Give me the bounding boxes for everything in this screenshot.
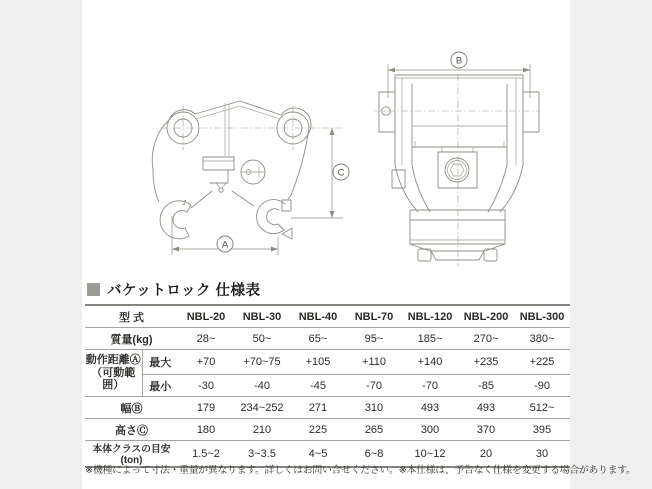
value-cell: +70 — [178, 350, 234, 375]
value-cell: 180 — [178, 419, 234, 441]
value-cell: 6~8 — [346, 441, 402, 468]
stroke-min-row — [85, 375, 570, 397]
catalog-page — [82, 0, 636, 489]
width-row — [85, 397, 570, 419]
value-cell: 3~3.5 — [234, 441, 290, 468]
sub-label-cell: 最小 — [142, 375, 178, 397]
model-name-cell: NBL-200 — [463, 310, 509, 323]
model-name-cell: NBL-120 — [407, 310, 453, 323]
value-cell: 265 — [346, 419, 402, 441]
title-bullet-square — [87, 283, 100, 296]
value-cell: +225 — [514, 350, 570, 375]
value-cell: 234~252 — [234, 397, 290, 419]
spec-table — [85, 304, 570, 468]
dim-label-a: A — [221, 239, 229, 251]
row-label-cell: 質量(kg) — [85, 328, 178, 350]
value-cell: 512~ — [514, 397, 570, 419]
model-name-cell: NBL-20 — [186, 310, 226, 323]
value-cell: +235 — [458, 350, 514, 375]
value-cell: -40 — [234, 375, 290, 397]
height-row — [85, 419, 570, 441]
value-cell: -70 — [346, 375, 402, 397]
dim-label-b: B — [455, 55, 463, 67]
value-cell: 370 — [458, 419, 514, 441]
value-cell: +140 — [402, 350, 458, 375]
model-header-row — [85, 305, 570, 328]
technical-drawings — [82, 0, 570, 278]
value-cell: 65~ — [290, 328, 346, 350]
value-cell: 493 — [458, 397, 514, 419]
stroke-max-row — [85, 350, 570, 375]
section-title — [87, 280, 261, 298]
row-label-cell: 幅Ⓑ — [85, 397, 178, 419]
value-cell: 1.5~2 — [178, 441, 234, 468]
value-cell: 225 — [290, 419, 346, 441]
value-cell: 10~12 — [402, 441, 458, 468]
page-title: バケットロック 仕様表 — [107, 282, 261, 299]
value-cell: 28~ — [178, 328, 234, 350]
row-label-cell — [85, 350, 142, 397]
value-cell: -85 — [458, 375, 514, 397]
side-view-drawing — [152, 101, 349, 255]
value-cell: 20 — [458, 441, 514, 468]
mass-row — [85, 328, 570, 350]
row-label-cell: 高さⒸ — [85, 419, 178, 441]
value-cell: 300 — [402, 419, 458, 441]
value-cell: 310 — [346, 397, 402, 419]
value-cell: +110 — [346, 350, 402, 375]
value-cell: +105 — [290, 350, 346, 375]
model-header-cell: 型 式 — [118, 311, 145, 324]
value-cell: 395 — [514, 419, 570, 441]
value-cell: -90 — [514, 375, 570, 397]
value-cell: 185~ — [402, 328, 458, 350]
stroke-label-line2: （可動範囲） — [91, 366, 136, 392]
model-name-cell: NBL-40 — [298, 310, 338, 323]
sub-label-cell: 最大 — [142, 350, 178, 375]
value-cell: +70~75 — [234, 350, 290, 375]
value-cell: -70 — [402, 375, 458, 397]
dim-label-c: C — [337, 167, 345, 179]
value-cell: 179 — [178, 397, 234, 419]
model-name-cell: NBL-70 — [354, 310, 394, 323]
value-cell: -30 — [178, 375, 234, 397]
footnote: ※機種によって寸法・重量が異なります。詳しくはお問い合せください。※本仕様は、予告なく仕様を変更する場合があります。 — [85, 465, 636, 476]
hook-detail-mark: J — [182, 200, 186, 207]
model-name-cell: NBL-30 — [242, 310, 282, 323]
value-cell: 50~ — [234, 328, 290, 350]
value-cell: 380~ — [514, 328, 570, 350]
value-cell: 30 — [514, 441, 570, 468]
value-cell: -45 — [290, 375, 346, 397]
value-cell: 271 — [290, 397, 346, 419]
value-cell: 95~ — [346, 328, 402, 350]
front-view-drawing — [374, 52, 540, 266]
value-cell: 270~ — [458, 328, 514, 350]
value-cell: 493 — [402, 397, 458, 419]
model-name-cell: NBL-300 — [519, 310, 565, 323]
stroke-label-line1: 動作距離Ⓐ — [85, 354, 141, 367]
value-cell: 210 — [234, 419, 290, 441]
row-label-cell: 本体クラスの目安(ton) — [85, 441, 178, 468]
value-cell: 4~5 — [290, 441, 346, 468]
